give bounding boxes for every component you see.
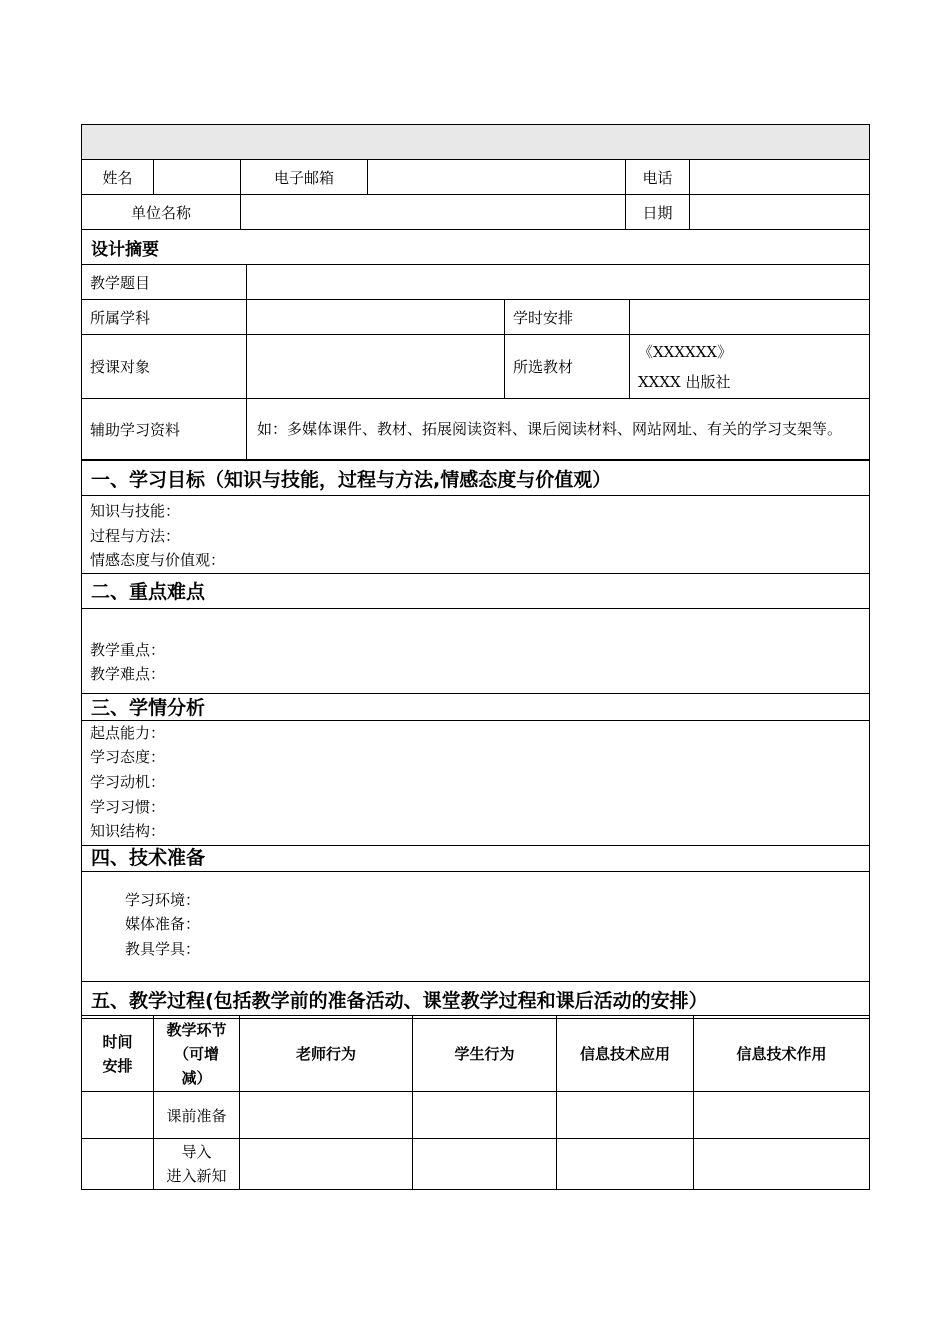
teacher-cell[interactable] <box>240 1139 413 1190</box>
analysis-line-1: 起点能力： <box>90 723 166 742</box>
col-it-use-header: 信息技术应用 <box>557 1016 694 1092</box>
form-header-cell <box>82 125 870 160</box>
analysis-line-2: 学习态度： <box>90 748 166 767</box>
stage-label-line-1: 导入 <box>181 1143 212 1161</box>
name-field[interactable] <box>154 160 241 195</box>
keypoints-body-row <box>82 608 870 693</box>
col-stage-header <box>154 1016 240 1092</box>
student-cell[interactable] <box>413 1139 557 1190</box>
stage-cell <box>154 1139 240 1190</box>
objectives-line-3: 情感态度与价值观： <box>90 551 226 570</box>
time-cell[interactable] <box>82 1092 154 1139</box>
objectives-line-2: 过程与方法： <box>90 526 181 545</box>
objectives-line-1: 知识与技能： <box>90 502 181 520</box>
col-stage-line-2: （可增 <box>173 1044 219 1063</box>
email-label: 电子邮箱 <box>241 160 368 195</box>
unit-label: 单位名称 <box>82 195 241 230</box>
basic-info-row-1 <box>82 160 870 195</box>
subject-label: 所属学科 <box>82 300 247 335</box>
subject-row <box>82 300 870 335</box>
basic-info-row-2 <box>82 195 870 230</box>
techprep-line-3: 教具学具： <box>125 939 201 958</box>
process-heading-row <box>82 981 870 1018</box>
student-cell[interactable] <box>413 1092 557 1139</box>
analysis-line-5: 知识结构： <box>90 822 166 841</box>
process-heading: 五、教学过程(包括教学前的准备活动、课堂教学过程和课后活动的安排） <box>82 981 870 1018</box>
stage-label-line-2: 进入新知 <box>166 1167 227 1185</box>
col-time-line-2: 安排 <box>102 1056 133 1075</box>
process-table <box>81 1015 870 1190</box>
process-row-1 <box>82 1092 870 1139</box>
keypoints-line-2: 教学难点： <box>90 665 166 684</box>
keypoints-heading: 二、重点难点 <box>82 573 870 608</box>
keypoints-line-1: 教学重点： <box>90 640 166 659</box>
hours-field[interactable] <box>630 300 870 335</box>
basic-info-table <box>81 124 870 230</box>
analysis-heading-row <box>82 693 870 720</box>
materials-row <box>82 399 870 460</box>
form-header-bar <box>82 125 870 160</box>
unit-field[interactable] <box>241 195 626 230</box>
col-student-header: 学生行为 <box>413 1016 557 1092</box>
materials-field[interactable]: 如：多媒体课件、教材、拓展阅读资料、课后阅读材料、网站网址、有关的学习支架等。 <box>247 399 870 460</box>
col-time-line-1: 时间 <box>102 1032 133 1051</box>
techprep-body[interactable] <box>82 871 870 981</box>
keypoints-body[interactable] <box>82 608 870 693</box>
it-use-cell[interactable] <box>557 1139 694 1190</box>
summary-heading-row <box>82 230 870 265</box>
hours-label: 学时安排 <box>505 300 630 335</box>
teacher-cell[interactable] <box>240 1092 413 1139</box>
publisher-value: XXXX 出版社 <box>638 372 731 391</box>
col-teacher-header: 老师行为 <box>240 1016 413 1092</box>
textbook-label: 所选教材 <box>505 335 630 399</box>
materials-label: 辅助学习资料 <box>82 399 247 460</box>
stage-label: 课前准备 <box>166 1106 227 1125</box>
techprep-heading-row <box>82 845 870 871</box>
date-label: 日期 <box>626 195 690 230</box>
topic-label: 教学题目 <box>82 265 247 300</box>
audience-field[interactable] <box>247 335 505 399</box>
objectives-heading-row <box>82 461 870 496</box>
col-it-role-header: 信息技术作用 <box>694 1016 870 1092</box>
col-stage-line-1: 教学环节 <box>166 1020 227 1039</box>
techprep-body-row <box>82 871 870 981</box>
analysis-line-3: 学习动机： <box>90 772 166 791</box>
stage-cell <box>154 1092 240 1139</box>
audience-row <box>82 335 870 399</box>
techprep-line-2: 媒体准备： <box>125 915 201 934</box>
summary-heading: 设计摘要 <box>82 230 870 265</box>
techprep-line-1: 学习环境： <box>125 890 201 909</box>
textbook-value: 《XXXXXX》 <box>638 342 733 361</box>
summary-table <box>81 229 870 460</box>
audience-label: 授课对象 <box>82 335 247 399</box>
phone-field[interactable] <box>690 160 870 195</box>
objectives-heading: 一、学习目标（知识与技能，过程与方法,情感态度与价值观） <box>82 461 870 496</box>
it-role-cell[interactable] <box>694 1139 870 1190</box>
keypoints-heading-row <box>82 573 870 608</box>
process-row-2 <box>82 1139 870 1190</box>
topic-field[interactable] <box>247 265 870 300</box>
analysis-line-4: 学习习惯： <box>90 797 166 816</box>
objectives-body[interactable] <box>82 496 870 574</box>
it-use-cell[interactable] <box>557 1092 694 1139</box>
sections-table <box>81 460 870 1019</box>
it-role-cell[interactable] <box>694 1092 870 1139</box>
techprep-heading: 四、技术准备 <box>82 845 870 871</box>
analysis-body[interactable] <box>82 720 870 845</box>
subject-field[interactable] <box>247 300 505 335</box>
analysis-heading: 三、学情分析 <box>82 693 870 720</box>
textbook-field[interactable] <box>630 335 870 399</box>
name-label: 姓名 <box>82 160 154 195</box>
date-field[interactable] <box>690 195 870 230</box>
topic-row <box>82 265 870 300</box>
col-stage-line-3: 减） <box>181 1068 212 1087</box>
email-field[interactable] <box>368 160 626 195</box>
analysis-body-row <box>82 720 870 845</box>
time-cell[interactable] <box>82 1139 154 1190</box>
phone-label: 电话 <box>626 160 690 195</box>
col-time-header <box>82 1016 154 1092</box>
objectives-body-row <box>82 496 870 574</box>
process-header-row <box>82 1016 870 1092</box>
